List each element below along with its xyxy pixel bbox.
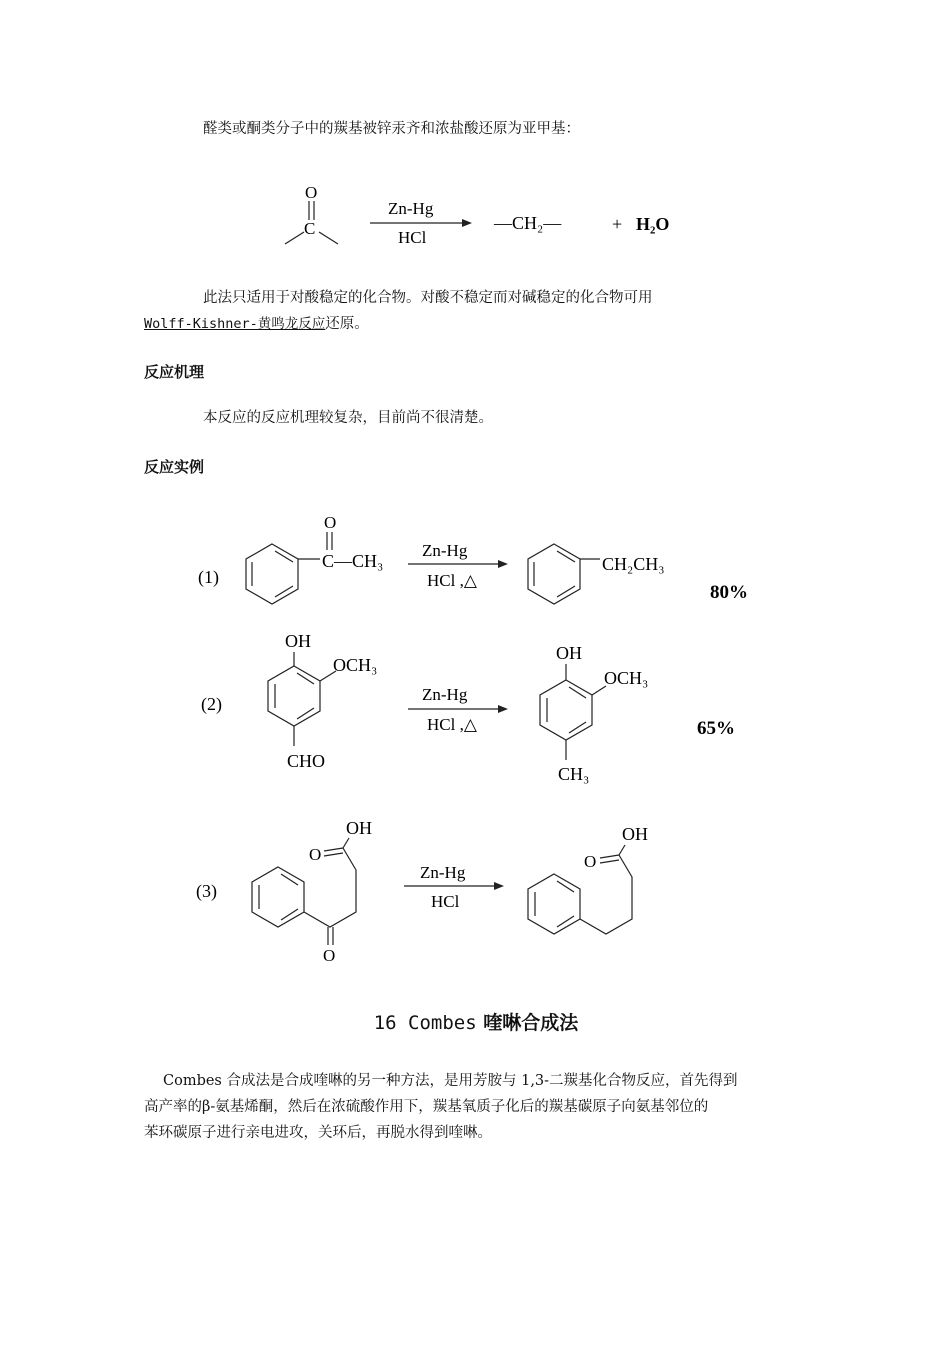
scheme0-reagent-top: Zn-Hg: [388, 199, 434, 218]
carbonyl-c: C: [304, 219, 316, 238]
example-1-reagent-bottom: HCl ,△: [427, 571, 477, 590]
example-1-yield: 80%: [710, 582, 748, 603]
example-2-reagent-top: Zn-Hg: [422, 685, 468, 704]
example-2-product-och3: OCH₃: [604, 668, 649, 688]
note-line-1: 此法只适用于对酸稳定的化合物。对酸不稳定而对碱稳定的化合物可用: [203, 290, 653, 306]
example-2-reagent-bottom: HCl ,△: [427, 715, 477, 734]
heading-mechanism: 反应机理: [144, 363, 205, 381]
section-title: [0, 1008, 952, 1035]
combes-line-3: 苯环碳原子进行亲电进攻，关环后，再脱水得到喹啉。: [144, 1125, 492, 1141]
scheme0-reagent-bottom: HCl: [398, 228, 427, 247]
example-1-reagent-top: Zn-Hg: [422, 541, 468, 560]
example-1-sm-group: C—CH₃: [322, 551, 384, 571]
example-2-product-ch3: CH₃: [558, 764, 590, 784]
scheme0-water: H₂O: [636, 214, 670, 234]
example-2-label: (2): [201, 694, 222, 714]
example-2-sm-cho: CHO: [287, 751, 326, 771]
example-3-reagent-top: Zn-Hg: [420, 863, 466, 882]
example-1-product-group: CH₂CH₃: [602, 554, 665, 574]
scheme0-product: —CH₂—: [494, 213, 562, 233]
example-3-product-oh: OH: [622, 824, 648, 844]
combes-line-1: Combes 合成法是合成喹啉的另一种方法，是用芳胺与 1,3-二羰基化合物反应，首先得到: [163, 1073, 738, 1089]
scheme0-plus: +: [612, 214, 623, 234]
example-2-sm-oh: OH: [285, 631, 311, 651]
carbonyl-o: O: [305, 183, 318, 202]
example-2-yield: 65%: [697, 718, 735, 739]
example-3-sm-oh: OH: [346, 818, 372, 838]
carbonyl-structure: [285, 183, 338, 244]
section-title-num: 16 Combes: [373, 1012, 477, 1034]
example-2-product-oh: OH: [556, 643, 582, 663]
example-3-product-o: O: [584, 852, 597, 871]
note-line-2: [144, 311, 369, 337]
example-2-sm-och3: OCH₃: [333, 655, 378, 675]
heading-examples: 反应实例: [144, 458, 205, 476]
arrowhead: [462, 219, 472, 227]
note-suffix: 还原。: [325, 316, 369, 332]
mechanism-text: 本反应的反应机理较复杂，目前尚不很清楚。: [203, 410, 493, 426]
example-1-sm-o: O: [324, 513, 337, 532]
section-title-cn: 喹啉合成法: [483, 1012, 579, 1034]
combes-line-2: 高产率的β-氨基烯酮，然后在浓硫酸作用下，羰基氧质子化后的羰基碳原子向氨基邻位的: [144, 1099, 709, 1115]
example-3: [196, 818, 648, 965]
example-3-label: (3): [196, 881, 217, 901]
example-1-label: (1): [198, 567, 219, 587]
example-2: [201, 631, 735, 784]
intro-text: 醛类或酮类分子中的羰基被锌汞齐和浓盐酸还原为亚甲基：: [203, 121, 580, 137]
example-1: [198, 513, 748, 604]
example-3-sm-o-ketone: O: [323, 946, 336, 965]
example-3-sm-o-acid: O: [309, 845, 322, 864]
wolff-kishner-link[interactable]: Wolff-Kishner-黄鸣龙反应: [144, 316, 326, 332]
example-3-reagent-bottom: HCl: [431, 892, 460, 911]
